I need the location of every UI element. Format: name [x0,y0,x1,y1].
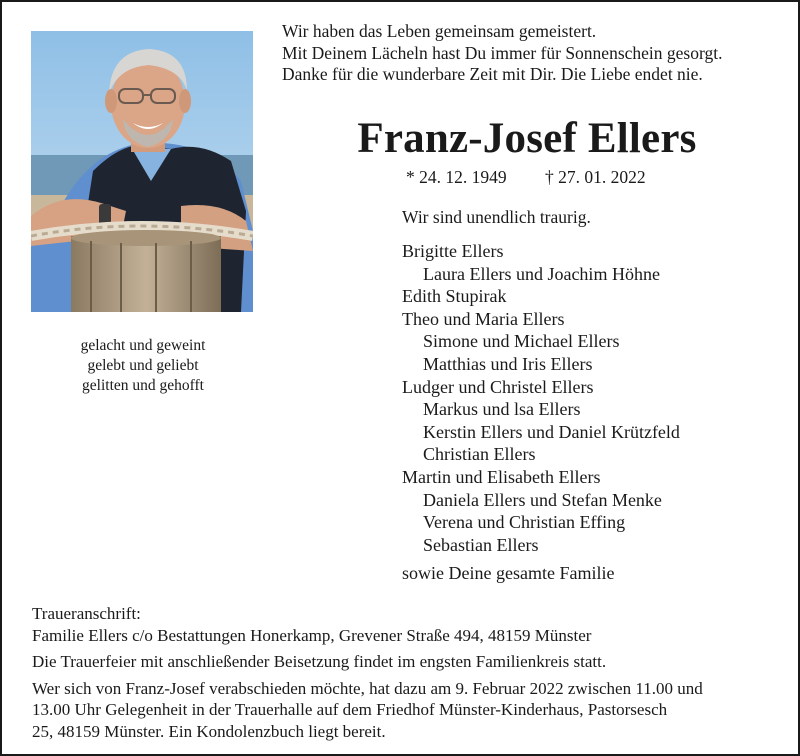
mourner-entry: Martin und Elisabeth Ellers [402,466,601,487]
closing-line: sowie Deine gesamte Familie [402,563,615,583]
farewell-line: 13.00 Uhr Gelegenheit in der Trauerhalle auf dem Friedhof Münster-Kinderhaus, Pastorsesch [32,700,668,719]
motto-line: gelitten und gehofft [82,377,204,394]
intro-verse [282,21,792,86]
mourner-entry: Markus und lsa Ellers [423,399,581,420]
address-label: Traueranschrift: [32,604,141,623]
life-dates [406,167,646,188]
mourner-entry: Simone und Michael Ellers [423,331,620,352]
mourner-entry: Theo und Maria Ellers [402,308,565,329]
mourner-entry: Brigitte Ellers [402,241,504,261]
mourner-entry: Ludger und Christel Ellers [402,376,594,397]
mourner-entry: Matthias und Iris Ellers [423,353,593,374]
farewell-line: Wer sich von Franz-Josef verabschieden möchte, hat dazu am 9. Februar 2022 zwischen 11.00 und [32,678,703,698]
farewell-line: 25, 48159 Münster. Ein Kondolenzbuch liegt bereit. [32,721,386,741]
motto-line: gelebt und geliebt [87,357,199,374]
portrait-photo [31,31,253,312]
mourner-entry: Daniela Ellers und Stefan Menke [423,489,662,510]
intro-line: Mit Deinem Lächeln hast Du immer für Sonnenschein gesorgt. [282,42,723,63]
death-date: † 27. 01. 2022 [545,167,646,187]
intro-line: Danke für die wunderbare Zeit mit Dir. Die Liebe endet nie. [282,64,703,84]
footer-info [32,603,778,742]
motto-line: gelacht und geweint [80,337,206,354]
intro-line: Wir haben das Leben gemeinsam gemeistert. [282,21,597,41]
mourner-entry: Kerstin Ellers und Daniel Krützfeld [423,421,680,442]
funeral-note: Die Trauerfeier mit anschließender Beisetzung findet im engsten Familienkreis statt. [32,652,607,671]
deceased-name: Franz-Josef Ellers [357,115,697,162]
mourner-entry: Sebastian Ellers [423,534,539,555]
motto [30,336,256,396]
mourning-address: Familie Ellers c/o Bestattungen Honerkamp, Grevener Straße 494, 48159 Münster [32,625,592,645]
mourner-entry: Christian Ellers [423,444,536,465]
mourner-entry: Edith Stupirak [402,286,507,307]
mourners-list [402,240,680,556]
mourning-line: Wir sind unendlich traurig. [402,207,591,227]
birth-date: * 24. 12. 1949 [406,167,507,187]
mourner-entry: Verena und Christian Effing [423,512,626,533]
farewell-note [32,678,778,743]
mourner-entry: Laura Ellers und Joachim Höhne [423,263,660,284]
